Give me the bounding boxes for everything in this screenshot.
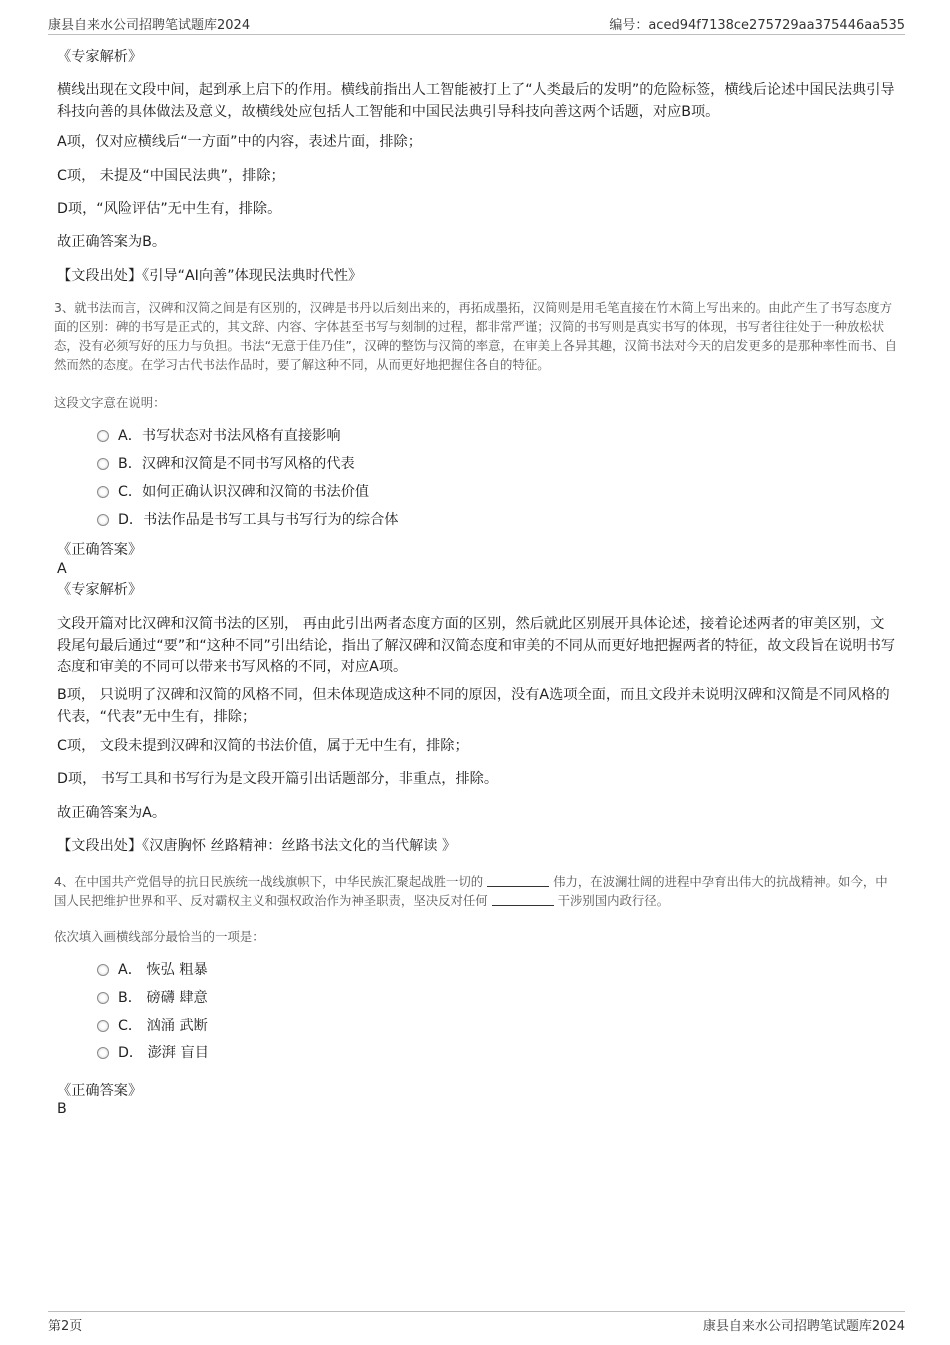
q4-prompt: 依次填入画横线部分最恰当的一项是： — [54, 929, 265, 944]
q3-analysis-d: D项， 书写工具和书写行为是文段开篇引出话题部分，非重点，排除。 — [57, 771, 499, 787]
q2-conclusion: 故正确答案为B。 — [57, 234, 167, 250]
q4-option-d[interactable]: D． 澎湃 盲目 — [97, 1043, 209, 1063]
q3-answer: A — [57, 561, 67, 577]
page-header — [48, 12, 905, 35]
q3-analysis-b: B项， 只说明了汉碑和汉简的风格不同，但未体现造成这种不同的原因，没有A选项全面，而且文段并未说明汉碑和汉简是不同风格的代表，“代表”无中生有，排除； — [57, 687, 890, 725]
q3-prompt: 这段文字意在说明： — [54, 395, 166, 410]
q4-answer: B — [57, 1101, 67, 1117]
q4-option-a[interactable]: A． 恢弘 粗暴 — [97, 960, 208, 980]
q2-analysis-a: A项，仅对应横线后“一方面”中的内容，表述片面，排除； — [57, 134, 422, 150]
q3-option-d[interactable]: D．书法作品是书写工具与书写行为的综合体 — [97, 510, 399, 530]
blank-2 — [492, 893, 554, 906]
q4-answer-label: 《正确答案》 — [57, 1083, 143, 1099]
q3-answer-label: 《正确答案》 — [57, 542, 143, 558]
q3-source: 【文段出处】《汉唐胸怀 丝路精神：丝路书法文化的当代解读 》 — [57, 838, 457, 854]
q3-stem: 3、就书法而言，汉碑和汉简之间是有区别的，汉碑是书丹以后刻出来的，再拓成墨拓，汉简则是用毛笔直接在竹木简上写出来的。由此产生了书写态度方面的区别：碑的书写是正式的，其文辞、内容、字体甚至书写与刻制的过程，都非常严谨；汉简的书写则是真实书写的体现，书写者往往处于一种放松状态，没有必须写好的压力与负担。书法“无意于佳乃佳”，汉碑的整饬与汉简的率意，在审美上各异其趣，汉简书法对今天的启发更多的是那种率性而书、自然而然的态度。在学习古代书法作品时，要了解这种不同，从而更好地把握住各自的特征。 — [54, 300, 898, 372]
q4-stem: 4、在中国共产党倡导的抗日民族统一战线旗帜下，中华民族汇聚起战胜一切的 伟力，在波澜壮阔的进程中孕育出伟大的抗战精神。如今，中国人民把维护世界和平、反对霸权主义和强权政治作为神圣职责，坚决反对任何 干涉别国内政行径。 — [54, 874, 888, 908]
radio-icon[interactable] — [97, 964, 109, 976]
q3-option-a[interactable]: A．书写状态对书法风格有直接影响 — [97, 426, 341, 446]
q3-option-b[interactable]: B．汉碑和汉简是不同书写风格的代表 — [97, 454, 355, 474]
page-footer — [48, 1311, 905, 1336]
radio-icon[interactable] — [97, 1047, 109, 1059]
page-number: 第2页 — [48, 1319, 83, 1334]
header-doc-id: 编号：aced94f7138ce275729aa375446aa535 — [609, 18, 905, 33]
q4-option-c[interactable]: C． 汹涌 武断 — [97, 1016, 208, 1036]
q2-analysis-d: D项，“风险评估”无中生有，排除。 — [57, 201, 282, 217]
q2-expert-label: 《专家解析》 — [57, 49, 143, 65]
radio-icon[interactable] — [97, 992, 109, 1004]
footer-title: 康县自来水公司招聘笔试题库2024 — [702, 1319, 905, 1334]
q3-analysis-main: 文段开篇对比汉碑和汉简书法的区别， 再由此引出两者态度方面的区别，然后就此区别展开具体论述，接着论述两者的审美区别，文段尾句最后通过“要”和“这种不同”引出结论，指出了解汉碑和汉简态度和审美的不同从而更好地把握两者的特征，故文段旨在说明书写态度和审美的不同可以带来书写风格的不同，对应A项。 — [57, 616, 896, 675]
header-title: 康县自来水公司招聘笔试题库2024 — [48, 18, 251, 33]
q3-analysis-c: C项， 文段未提到汉碑和汉简的书法价值，属于无中生有，排除； — [57, 738, 469, 754]
q3-expert-label: 《专家解析》 — [57, 582, 143, 598]
radio-icon[interactable] — [97, 486, 109, 498]
radio-icon[interactable] — [97, 1020, 109, 1032]
q3-conclusion: 故正确答案为A。 — [57, 805, 167, 821]
q2-analysis-c: C项， 未提及“中国民法典”，排除； — [57, 168, 285, 184]
radio-icon[interactable] — [97, 514, 109, 526]
radio-icon[interactable] — [97, 430, 109, 442]
q2-analysis-main: 横线出现在文段中间，起到承上启下的作用。横线前指出人工智能被打上了“人类最后的发明”的危险标签，横线后论述中国民法典引导科技向善的具体做法及意义，故横线处应包括人工智能和中国民法典引导科技向善这两个话题，对应B项。 — [57, 82, 895, 120]
radio-icon[interactable] — [97, 458, 109, 470]
q4-option-b[interactable]: B． 磅礴 肆意 — [97, 988, 208, 1008]
q3-option-c[interactable]: C．如何正确认识汉碑和汉简的书法价值 — [97, 482, 369, 502]
blank-1 — [487, 874, 549, 887]
q2-source: 【文段出处】《引导“AI向善”体现民法典时代性》 — [57, 268, 363, 284]
